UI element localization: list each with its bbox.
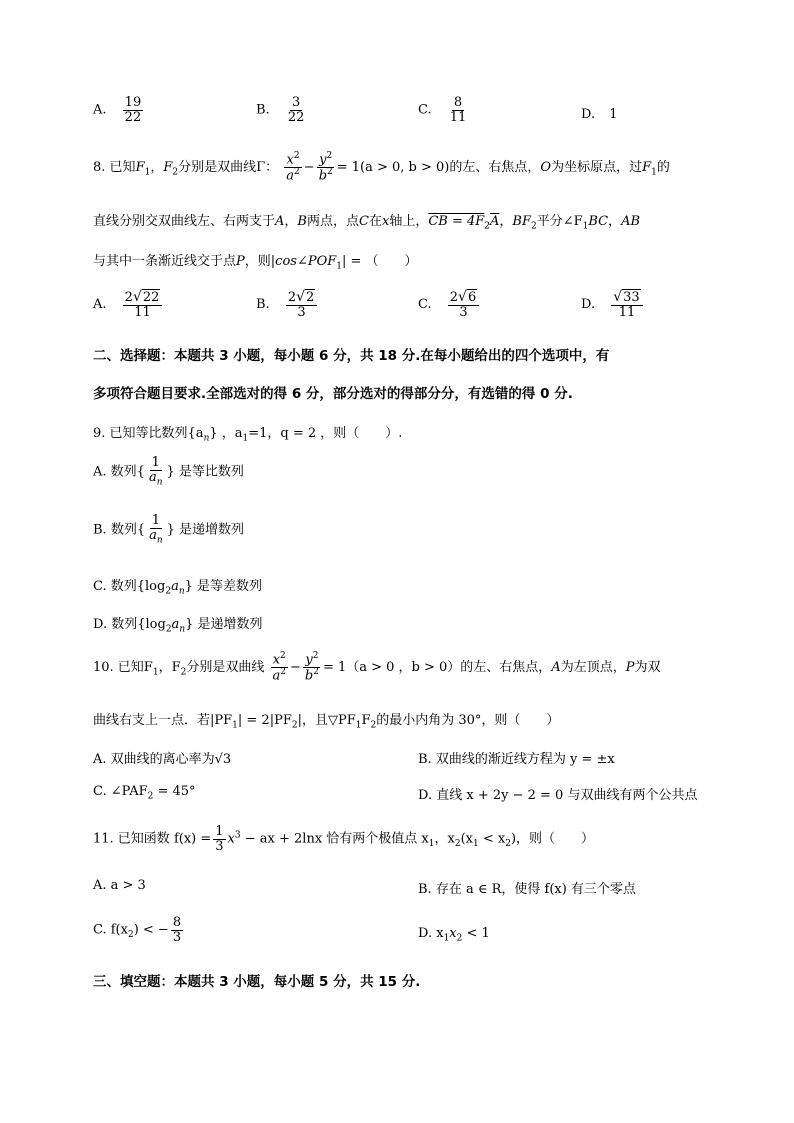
q9-option-d: D. 数列$\{\log_2a_n\}$ 是递增数列 (93, 617, 263, 635)
q11-option-a: A. a > 3 (93, 878, 146, 893)
section-2-heading-line-2: 多项符合题目要求.全部选对的得 6 分，部分选对的得部分分，有选错的得 0 分. (93, 386, 573, 402)
q10-line-1: 10. 已知$F_1$，$F_2$分别是双曲线 $\frac{x^2}{a^2}$ − $\frac{y^2}{b^2}$ = 1（a > 0 ，b > 0）的左、右焦点，A为左顶点，P为双 (93, 651, 661, 684)
q7-option-d: D. 1 (581, 107, 618, 122)
q11-option-b: B. 存在 a ∈ R，使得 f(x) 有三个零点 (418, 882, 636, 897)
q8-option-a: A. $\frac{2√22}{11}$ (93, 290, 164, 319)
q7-option-a: A. $\frac{19}{22}$ (93, 95, 142, 125)
section-3-heading: 三、填空题：本题共 3 小题，每小题 5 分，共 15 分. (93, 974, 421, 990)
q7-option-b: B. $\frac{3}{22}$ (256, 95, 305, 125)
q9-option-b: B. 数列{ $\frac{1}{a_n}$ } 是递增数列 (93, 513, 245, 546)
q7-option-c: C. $\frac{8}{11}$ (418, 95, 467, 125)
q8-option-b: B. $\frac{2√2}{3}$ (256, 290, 319, 319)
q11-stem: 11. 已知函数 f(x) = $\frac{1}{3}$ $x^3$ − ax + 2lnx 恰有两个极值点 $x_1$，$x_2(x_1 < x_2)$，则（ ） (93, 824, 595, 854)
q8-option-c: C. $\frac{2√6}{3}$ (418, 290, 481, 319)
q10-option-d: D. 直线 x + 2y − 2 = 0 与双曲线有两个公共点 (418, 788, 698, 803)
q9-option-a: A. 数列{ $\frac{1}{a_n}$ } 是等比数列 (93, 455, 244, 488)
q8-line-1: 8. 已知$F_1$，$F_2$分别是双曲线Γ： $\frac{x^2}{a^2}$ − $\frac{y^2}{b^2}$ = 1(a > 0, b > 0)的左、右焦点，O为坐标原点，过$F_1$的 (93, 151, 670, 184)
q9-option-c: C. 数列$\{\log_2a_n\}$ 是等差数列 (93, 579, 263, 597)
q10-option-c: C. $\angle PAF_2 = 45^\circ$ (93, 784, 196, 802)
q11-option-c: C. $f(x_2)$ < − $\frac{8}{3}$ (93, 915, 182, 945)
q8-option-d: D. $\frac{√33}{11}$ (581, 290, 645, 319)
q10-option-a: A. 双曲线的离心率为√3 (93, 752, 232, 767)
q8-line-3: 与其中一条渐近线交于点P，则$|\cos\angle POF_1|$ = （ ） (93, 254, 418, 272)
q10-line-2: 曲线右支上一点．若$|PF_1| = 2|PF_2|$，且$▽PF_1F_2$的最小内角为 30°，则（ ） (93, 713, 560, 731)
q10-option-b: B. 双曲线的渐近线方程为 y = ±x (418, 752, 615, 767)
q8-line-2: 直线分别交双曲线左、右两支于A，B两点，点C在x轴上，CB = $4F_2\overline{A}$，$BF_2$平分$\angle F_1BC$，AB (93, 214, 641, 232)
section-2-heading-line-1: 二、选择题：本题共 3 小题，每小题 6 分，共 18 分.在每小题给出的四个选项中，有 (93, 348, 610, 364)
q11-option-d: D. $x_1x_2 < 1$ (418, 926, 490, 944)
q9-stem: 9. 已知等比数列$\{a_n\}$ ，$a_1=1$，q = 2 ，则（ ）. (93, 426, 403, 444)
